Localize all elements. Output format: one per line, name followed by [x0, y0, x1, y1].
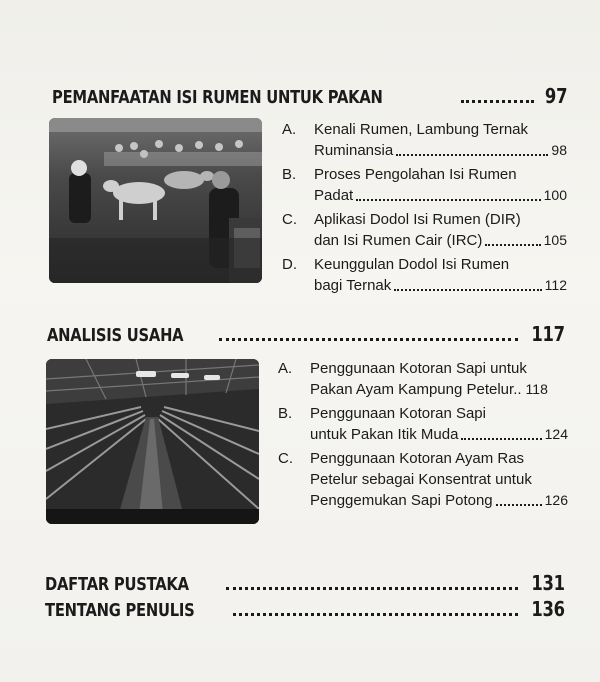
- entry-title-line: Penggunaan Kotoran Sapi untuk: [310, 360, 527, 377]
- entry-title-line: Padat: [314, 187, 354, 204]
- dot-leader: [496, 504, 542, 506]
- dot-leader: [356, 199, 540, 201]
- entry-title-line: bagi Ternak: [314, 277, 392, 294]
- entry-page-number: 98: [551, 142, 567, 158]
- dot-leader: [233, 613, 518, 616]
- dot-leader: [219, 338, 518, 341]
- section-title: DAFTAR PUSTAKA: [45, 574, 189, 595]
- entry-title-line: Penggunaan Kotoran Ayam Ras: [310, 450, 525, 467]
- entry-page-number: 118: [525, 381, 548, 397]
- toc-entry-a[interactable]: [278, 358, 568, 400]
- section-page-number: 117: [531, 322, 565, 346]
- entry-page-number: 112: [544, 277, 567, 293]
- dot-leader: [461, 438, 541, 440]
- entry-title-line: Ruminansia: [314, 142, 394, 159]
- entry-page-number: 126: [544, 492, 568, 508]
- dot-leader: [485, 244, 540, 246]
- entry-letter: D.: [282, 256, 297, 273]
- dot-leader: [394, 289, 541, 291]
- entry-letter: B.: [282, 166, 297, 183]
- toc-entry-b[interactable]: [282, 164, 567, 206]
- dot-leader: [226, 587, 518, 590]
- entry-page-number: 124: [544, 426, 568, 442]
- entry-title-line: Aplikasi Dodol Isi Rumen (DIR): [314, 211, 521, 228]
- entry-title-line: Penggemukan Sapi Potong: [310, 492, 493, 509]
- toc-entry-c[interactable]: [282, 209, 567, 251]
- entry-title-line: Petelur sebagai Konsentrat untuk: [310, 471, 532, 488]
- entry-title-line: dan Isi Rumen Cair (IRC): [314, 232, 483, 249]
- section-page-number: 131: [531, 571, 565, 595]
- entry-letter: A.: [282, 121, 297, 138]
- dot-leader: [396, 154, 548, 156]
- entry-letter: B.: [278, 405, 293, 422]
- entry-title-line: Penggunaan Kotoran Sapi: [310, 405, 486, 422]
- entry-title-line: Proses Pengolahan Isi Rumen: [314, 166, 517, 183]
- entry-letter: C.: [282, 211, 297, 228]
- section-title: TENTANG PENULIS: [45, 600, 195, 621]
- analisis-entries: [278, 358, 568, 514]
- entry-letter: A.: [278, 360, 293, 377]
- cattle-market-photo: [49, 118, 262, 283]
- toc-entry-c[interactable]: [278, 448, 568, 511]
- rumen-entries: [282, 119, 567, 299]
- section-page-number: 97: [544, 84, 567, 108]
- toc-entry-b[interactable]: [278, 403, 568, 445]
- toc-heading-analisis[interactable]: [47, 322, 565, 346]
- entry-title-line: Pakan Ayam Kampung Petelur..: [310, 381, 522, 398]
- poultry-barn-photo: [46, 359, 259, 524]
- toc-entry-d[interactable]: [282, 254, 567, 296]
- entry-title-line: untuk Pakan Itik Muda: [310, 426, 459, 443]
- dot-leader: [461, 100, 534, 103]
- entry-page-number: 105: [543, 232, 567, 248]
- entry-title-line: Keunggulan Dodol Isi Rumen: [314, 256, 510, 273]
- section-page-number: 136: [531, 597, 565, 621]
- section-title: PEMANFAATAN ISI RUMEN UNTUK PAKAN: [52, 87, 383, 108]
- entry-title-line: Kenali Rumen, Lambung Ternak: [314, 121, 529, 138]
- section-title: ANALISIS USAHA: [47, 325, 184, 346]
- entry-letter: C.: [278, 450, 293, 467]
- toc-heading-daftar-pustaka[interactable]: [45, 571, 565, 595]
- toc-entry-a[interactable]: [282, 119, 567, 161]
- entry-page-number: 100: [543, 187, 567, 203]
- toc-heading-rumen[interactable]: [52, 84, 567, 108]
- toc-heading-tentang-penulis[interactable]: [45, 597, 565, 621]
